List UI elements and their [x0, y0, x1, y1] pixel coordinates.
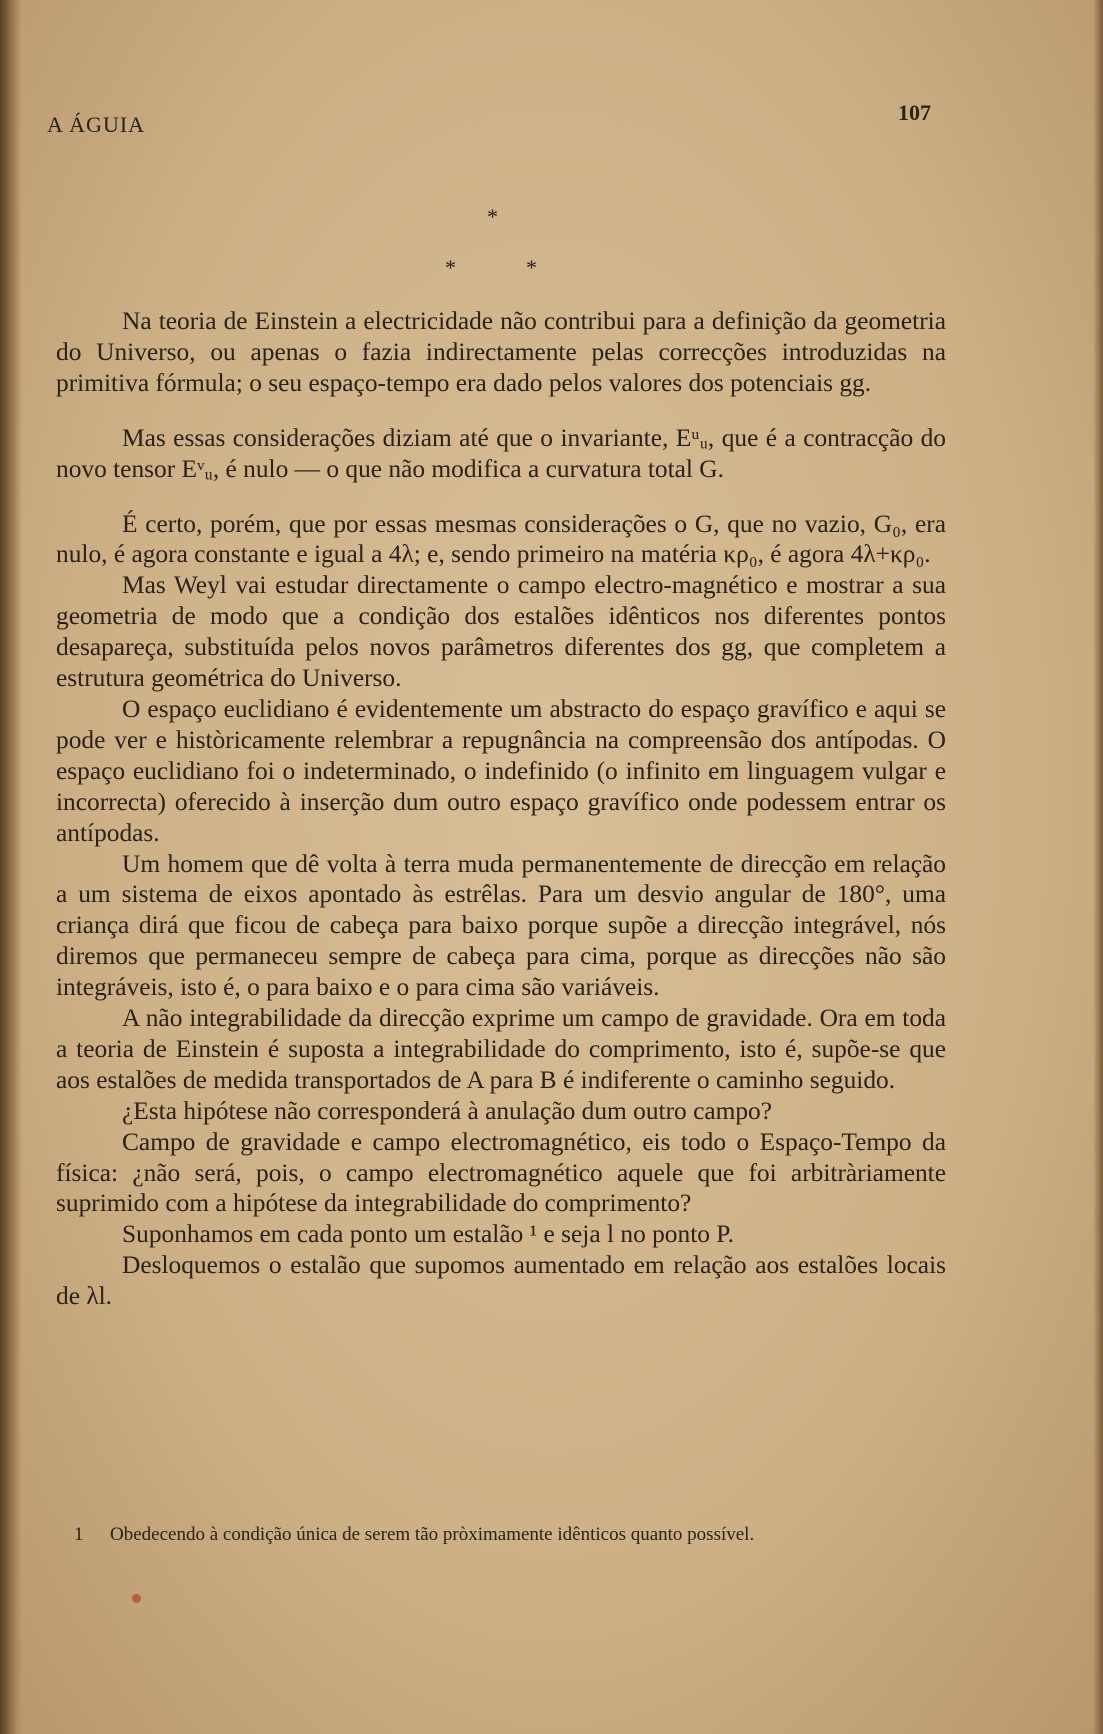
- asterisk-ornament: *: [487, 204, 498, 229]
- article-body: [56, 306, 946, 1312]
- paragraph: ¿Esta hipótese não corresponderá à anulação dum outro campo?: [122, 1096, 773, 1125]
- footnote: [74, 1520, 964, 1549]
- paragraph: Um homem que dê volta à terra muda permanentemente de direcção em relação a um sistema de eixos apontado às estrêlas. Para um desvio angular de 180°, uma criança dirá que ficou de cabeça para baixo porque supõe a direcção integrável, nós diremos que permaneceu sempre de cabeça para cima, porque as direcções não são integráveis, isto é, o para baixo e o para cima são variáveis.: [56, 849, 946, 1002]
- ink-blot: [132, 1594, 141, 1603]
- paragraph: A não integrabilidade da direcção exprime um campo de gravidade. Ora em toda a teoria de Einstein é suposta a integrabilidade do comprimento, isto é, supõe-se que aos estalões de medida transportados de A para B é indiferente o caminho seguido.: [56, 1004, 946, 1094]
- paragraph: Suponhamos em cada ponto um estalão ¹ e seja l no ponto P.: [122, 1220, 734, 1249]
- running-header-title: A ÁGUIA: [47, 112, 146, 137]
- paragraph: Mas Weyl vai estudar directamente o campo electro-magnético e mostrar a sua geometria de modo que a condição dos estalões idênticos nos diferentes pontos desapareça, substituída pelos novos parâmetros diferentes dos gg, que completem a estrutura geométrica do Universo.: [56, 571, 946, 693]
- page-edge-right: [1093, 0, 1103, 1734]
- footnote-text: Obedecendo à condição única de serem tão pròximamente idênticos quanto possível.: [110, 1524, 755, 1545]
- paragraph: Desloquemos o estalão que supomos aumentado em relação aos estalões locais de λl.: [56, 1251, 946, 1311]
- asterisk-ornament: *: [526, 255, 537, 280]
- paragraph: O espaço euclidiano é evidentemente um abstracto do espaço gravífico e aqui se pode ver e històricamente relembrar a repugnância na compreensão dos antípodas. O espaço euclidiano foi o indeterminado, o indefinido (o infinito em linguagem vulgar e incorrecta) oferecido à inserção dum outro espaço gravífico onde podessem entrar os antípodas.: [56, 694, 946, 847]
- paragraph: Campo de gravidade e campo electromagnético, eis todo o Espaço-Tempo da física: ¿não será, pois, o campo electromagnético aquele que foi arbitràriamente suprimido com a hipótese da integrabilidade do comprimento?: [56, 1127, 946, 1218]
- page-number: 107: [898, 100, 931, 125]
- footnote-number: 1: [74, 1524, 84, 1545]
- paragraph: Mas essas considerações diziam até que o invariante, Eᵘᵤ, que é a contracção do novo tensor Eᵛᵤ, é nulo — o que não modifica a curvatura total G.: [56, 423, 946, 483]
- paragraph: Na teoria de Einstein a electricidade não contribui para a definição da geometria do Universo, ou apenas o fazia indirectamente pelas correcções introduzidas na primitiva fórmula; o seu espaço-tempo era dado pelos valores dos potenciais gg.: [56, 307, 946, 397]
- page-edge-left: [0, 0, 22, 1734]
- asterisk-ornament: *: [445, 255, 456, 280]
- paragraph: É certo, porém, que por essas mesmas considerações o G, que no vazio, G₀, era nulo, é agora constante e igual a 4λ; e, sendo primeiro na matéria κρ₀, é agora 4λ+κρ₀.: [56, 509, 946, 569]
